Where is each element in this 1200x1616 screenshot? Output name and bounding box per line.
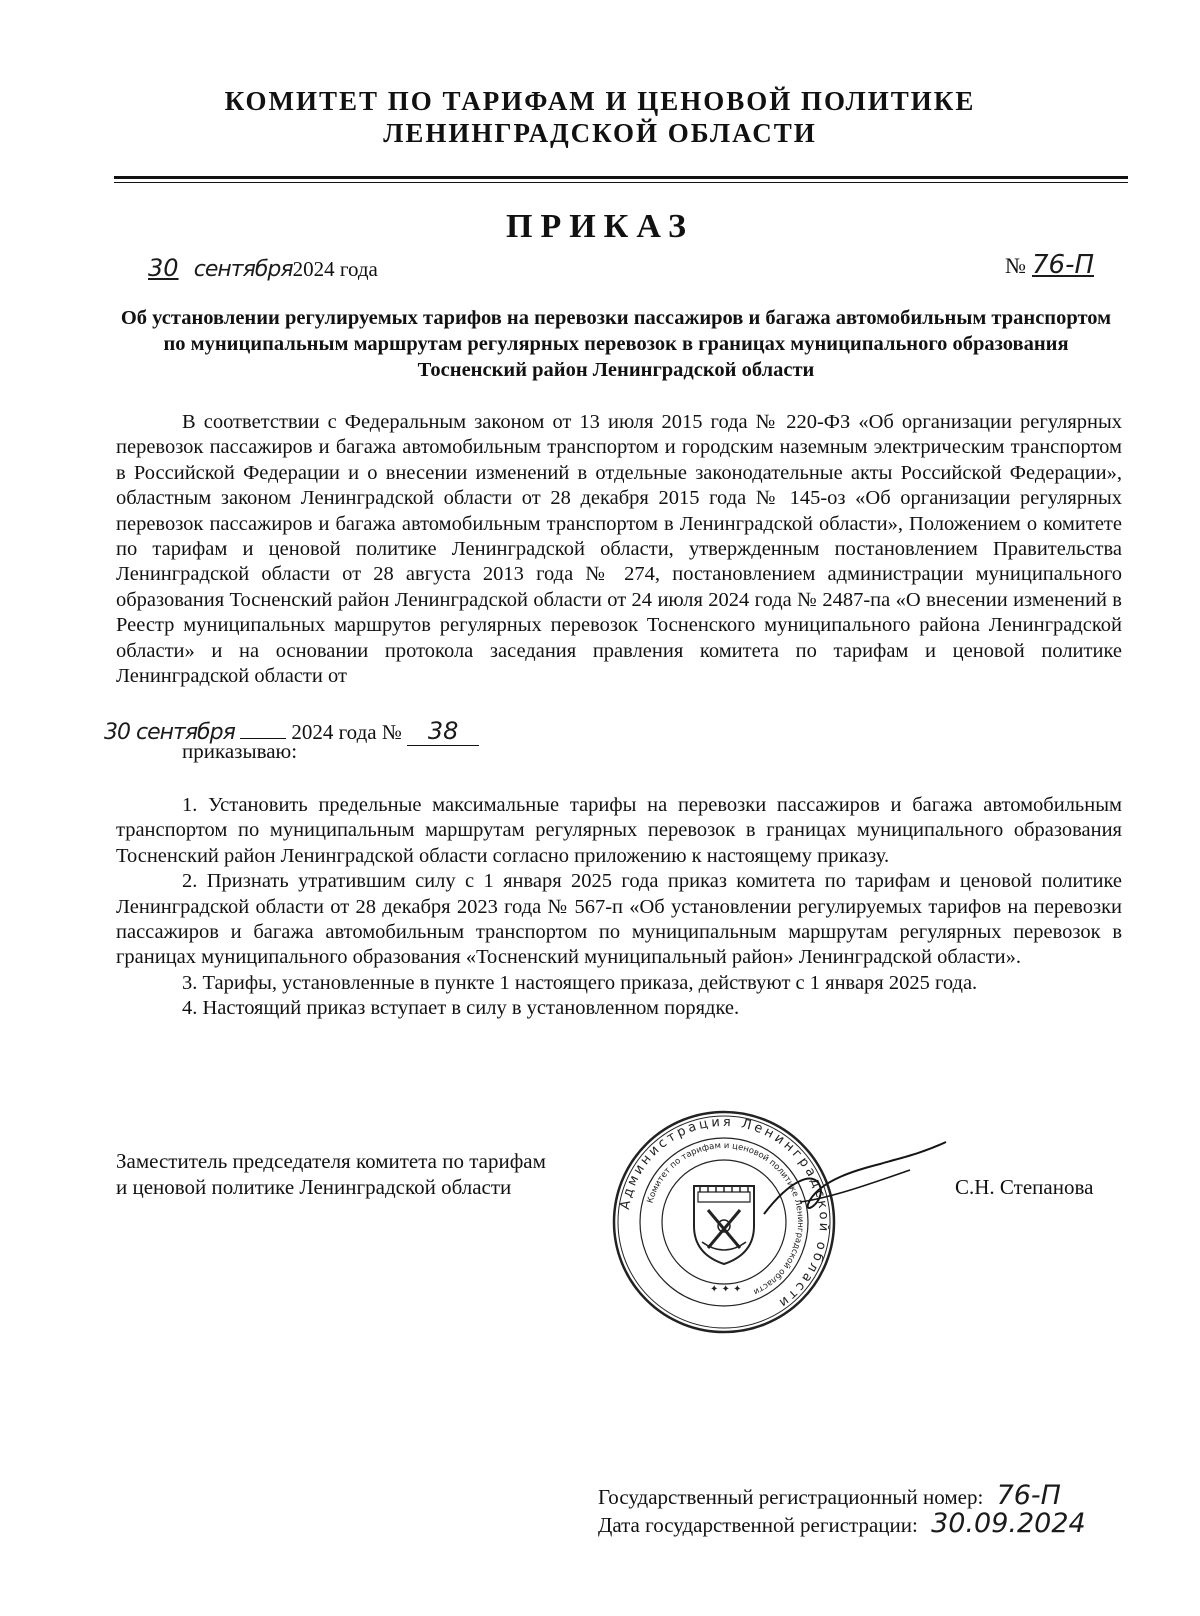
order-number xyxy=(1005,250,1094,280)
handwritten-signature xyxy=(760,1140,950,1230)
order-item-1: 1. Установить предельные максимальные тарифы на перевозки пассажиров и багажа автомобильным транспортом по муниципальным маршрутам регулярных перевозок в границах муниципального образования Тосненский район Ленинградской области согласно приложению к настоящему приказу. xyxy=(116,794,1122,867)
order-items xyxy=(116,793,1122,1022)
order-word: приказываю: xyxy=(182,739,298,763)
coat-of-arms-icon xyxy=(694,1186,754,1264)
protocol-year-text: 2024 года № xyxy=(291,720,402,744)
signatory-position-line-2: и ценовой политике Ленинградской области xyxy=(116,1175,512,1199)
order-item-2: 2. Признать утратившим силу с 1 января 2025 года приказ комитета по тарифам и ценовой политике Ленинградской области от 28 декабря 2023 года № 567-п «Об установлении регулируемых тарифов на перевозки пассажиров и багажа автомобильным транспортом по муниципальным маршрутам регулярных перевозок в границах муниципального образования «Тосненский муниципальный район» Ленинградской области». xyxy=(116,870,1122,969)
handwritten-protocol-number: 38 xyxy=(407,717,479,746)
registration-number-label: Государственный регистрационный номер: xyxy=(598,1485,984,1509)
signatory-position-line-1: Заместитель председателя комитета по тарифам xyxy=(116,1149,546,1173)
protocol-date-underline xyxy=(240,728,286,739)
org-name-line-2: ЛЕНИНГРАДСКОЙ ОБЛАСТИ xyxy=(383,118,817,148)
order-item-3: 3. Тарифы, установленные в пункте 1 настоящего приказа, действуют с 1 января 2025 года. xyxy=(182,971,978,994)
registration-date-label: Дата государственной регистрации: xyxy=(598,1513,918,1537)
registration-number xyxy=(598,1480,1061,1511)
order-subject: Об установлении регулируемых тарифов на перевозки пассажиров и багажа автомобильным транспортом по муниципальным маршрутам регулярных перевозок в границах муниципального образования Тосненский район Ленинградской области xyxy=(120,307,1112,381)
handwritten-registration-number: 76-П xyxy=(996,1480,1061,1511)
signatory-position xyxy=(116,1148,636,1200)
handwritten-day: 30 xyxy=(148,254,179,282)
order-date xyxy=(148,254,378,282)
registration-date xyxy=(598,1508,1086,1539)
stamp-outer-text: Администрация Ленинградской области xyxy=(617,1114,832,1312)
date-year-text: 2024 года xyxy=(292,257,378,281)
document-type-title: ПРИКАЗ xyxy=(506,208,694,245)
svg-text:✦ ✦ ✦: ✦ ✦ ✦ xyxy=(710,1284,742,1295)
handwritten-registration-date: 30.09.2024 xyxy=(931,1508,1086,1539)
stamp-inner-text: Комитет по тарифам и ценовой политике Ленинградской области xyxy=(645,1140,806,1297)
signatory-name: С.Н. Степанова xyxy=(955,1175,1094,1199)
order-item-4: 4. Настоящий приказ вступает в силу в установленном порядке. xyxy=(182,997,740,1020)
preamble-paragraph: В соответствии с Федеральным законом от 13 июля 2015 года № 220-ФЗ «Об организации регулярных перевозок пассажиров и багажа автомобильным транспортом и городским наземным электрическим транспортом в Российской Федерации и о внесении изменений в отдельные законодательные акты Российской Федерации», областным законом Ленинградской области от 28 декабря 2015 года № 145-оз «Об организации регулярных перевозок пассажиров и багажа автомобильным транспортом в Ленинградской области», Положением о комитете по тарифам и ценовой политике Ленинградской области, утвержденным постановлением Правительства Ленинградской области от 28 августа 2013 года № 274, постановлением администрации муниципального образования Тосненский район Ленинградской области от 24 июля 2024 года № 2487-па «О внесении изменений в Реестр муниципальных маршрутов регулярных перевозок Тосненского муниципального района Ленинградской области» и на основании протокола заседания правления комитета по тарифам и ценовой политике Ленинградской области от xyxy=(116,411,1122,688)
number-sign: № xyxy=(1005,253,1026,278)
handwritten-protocol-date: 30 сентября xyxy=(104,720,235,745)
header-rule-thin xyxy=(114,182,1128,183)
org-name-line-1: КОМИТЕТ ПО ТАРИФАМ И ЦЕНОВОЙ ПОЛИТИКЕ xyxy=(224,86,976,116)
handwritten-order-number: 76-П xyxy=(1032,250,1095,280)
header-rule-thick xyxy=(114,176,1128,179)
handwritten-month: сентября xyxy=(193,257,293,282)
